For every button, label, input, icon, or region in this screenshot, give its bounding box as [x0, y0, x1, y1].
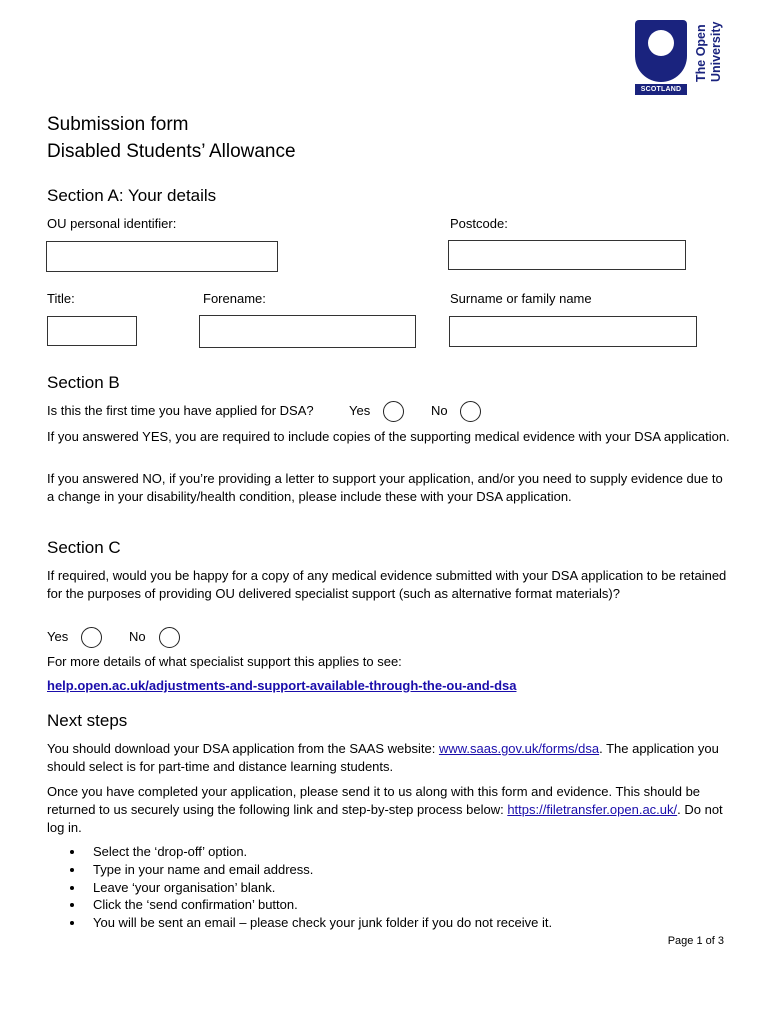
first-time-no-label: No — [431, 403, 448, 418]
retain-no-label: No — [129, 629, 146, 644]
filetransfer-link[interactable]: https://filetransfer.open.ac.uk/ — [507, 802, 678, 817]
details-text: For more details of what specialist support this applies to see: — [47, 654, 402, 669]
p2-text-before: Once you have completed your application, please send it to us along with this form and evidence. This should be returned to us securely using the following link and step-by-step process below: — [47, 784, 701, 817]
title-label: Title: — [47, 291, 75, 306]
surname-label: Surname or family name — [450, 291, 592, 306]
next-steps-paragraph-2 — [47, 783, 732, 837]
p2-text-after: . Do not log in. — [47, 802, 723, 835]
section-b-no-paragraph: If you answered NO, if you’re providing a letter to support your application, and/or you need to supply evidence due to a change in your disability/health condition, please include these with your DSA application. — [47, 471, 723, 504]
step-item: You will be sent an email – please check your junk folder if you do not receive it. — [47, 914, 552, 932]
retain-yes-label: Yes — [47, 629, 69, 644]
saas-link[interactable]: www.saas.gov.uk/forms/dsa — [438, 741, 600, 756]
postcode-label: Postcode: — [450, 216, 508, 231]
section-b-yes-paragraph: If you answered YES, you are required to include copies of the supporting medical evidence with your DSA application. — [47, 429, 730, 444]
steps-list — [47, 843, 552, 932]
step-item: Type in your name and email address. — [47, 861, 552, 879]
first-time-no-radio[interactable] — [460, 401, 481, 422]
scotland-label: SCOTLAND — [635, 84, 687, 95]
retain-yes-radio[interactable] — [81, 627, 102, 648]
svg-text:University: University — [709, 21, 723, 82]
step-item: Leave ‘your organisation’ blank. — [47, 879, 552, 897]
forename-label: Forename: — [203, 291, 266, 306]
first-time-yes-label: Yes — [349, 403, 371, 418]
section-c-heading: Section C — [47, 538, 121, 557]
p1-text-before: You should download your DSA application from the SAAS website: — [47, 741, 439, 756]
svg-text:The Open: The Open — [694, 24, 708, 82]
section-a-heading: Section A: Your details — [47, 186, 217, 205]
ou-shield-circle — [648, 30, 674, 56]
step-item: Select the ‘drop-off’ option. — [47, 843, 552, 861]
identifier-label: OU personal identifier: — [47, 216, 177, 231]
page-number: Page 1 of 3 — [667, 935, 724, 947]
next-steps-paragraph-1 — [47, 740, 732, 776]
postcode-field[interactable] — [448, 240, 686, 270]
form-title: Submission form — [47, 114, 189, 135]
retain-no-radio[interactable] — [159, 627, 180, 648]
step-item: Click the ‘send confirmation’ button. — [47, 896, 552, 914]
section-b-heading: Section B — [47, 373, 120, 392]
help-link[interactable]: help.open.ac.uk/adjustments-and-support-available-through-the-ou-and-dsa — [47, 678, 517, 693]
identifier-field[interactable] — [46, 241, 278, 272]
ou-scotland-logo — [633, 18, 725, 98]
first-time-yes-radio[interactable] — [383, 401, 404, 422]
next-steps-heading: Next steps — [47, 711, 128, 730]
ou-shield-icon — [635, 20, 687, 82]
form-subtitle: Disabled Students’ Allowance — [47, 141, 296, 162]
first-time-question: Is this the first time you have applied for DSA? — [47, 403, 314, 418]
surname-field[interactable] — [449, 316, 697, 347]
forename-field[interactable] — [199, 315, 416, 348]
p1-text-after: . The application you should select is for part-time and distance learning students. — [47, 741, 719, 774]
title-field[interactable] — [47, 316, 137, 346]
ou-wordmark — [691, 18, 725, 84]
section-c-question: If required, would you be happy for a copy of any medical evidence submitted with your DSA application to be retained for the purposes of providing OU delivered specialist support (such as alternative format materials)? — [47, 568, 727, 601]
